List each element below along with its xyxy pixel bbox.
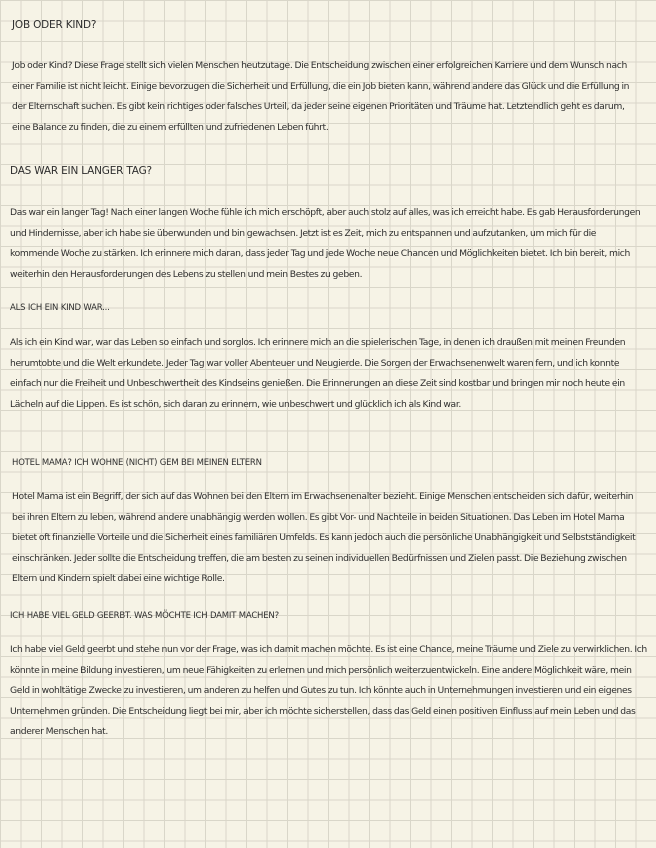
section-body-job-oder-kind: Job oder Kind? Diese Frage stellt sich vielen Menschen heutzutage. Die Entscheidung zwischen einer erfolgreichen Karriere und dem Wunsch nach einer Familie ist nicht leicht. Einige bevorzugen die Sicherheit und Erfüllung, die ein Job bieten kann, während andere das Glück und die Erfüllung in der Elternschaft suchen. Es gibt kein richtiges oder falsches Urteil, da jeder seine eigenen Prioritäten und Träume hat. Letztendlich geht es darum, eine Balance zu finden, die zu einem erfüllten und zufriedenen Leben führt. <box>12 60 630 133</box>
section-body-langer-tag: Das war ein langer Tag! Nach einer langen Woche fühle ich mich erschöpft, aber auch stolz auf alles, was ich erreicht habe. Es gab Herausforderungen und Hindernisse, aber ich habe sie überwunden und bin gewachsen. Jetzt ist es Zeit, mich zu entspannen und aufzutanken, um mich für die kommende Woche zu stärken. Ich erinnere mich daran, dass jeder Tag und jede Woche neue Chancen und Möglichkeiten bietet. Ich bin bereit, mich weiterhin den Herausforderungen des Lebens zu stellen und mein Bestes zu geben. <box>10 207 641 280</box>
section-heading-als-kind: ALS ICH EIN KIND WAR... <box>10 303 110 313</box>
section-body-geld-geerbt: Ich habe viel Geld geerbt und stehe nun vor der Frage, was ich damit machen möchte. Es ist eine Chance, meine Träume und Ziele zu verwirklichen. Ich könnte in meine Bildung investieren, um neue Fähigkeiten zu erlernen und mich persönlich weiterzuentwickeln. Eine andere Möglichkeit wäre, mein Geld in wohltätige Zwecke zu investieren, um anderen zu helfen und Gutes zu tun. Ich könnte auch in Unternehmungen investieren und ein eigenes Unternehmen gründen. Die Entscheidung liegt bei mir, aber ich möchte sicherstellen, dass das Geld einen positiven Einfluss auf mein Leben und das anderer Menschen hat. <box>10 644 647 737</box>
section-heading-hotel-mama: HOTEL MAMA? ICH WOHNE (NICHT) GEM BEI MEINEN ELTERN <box>12 458 262 468</box>
section-body-hotel-mama: Hotel Mama ist ein Begriff, der sich auf das Wohnen bei den Eltern im Erwachsenenalter bezieht. Einige Menschen entscheiden sich dafür, weiterhin bei ihren Eltern zu leben, während andere unabhängig werden wollen. Es gibt Vor- und Nachteile in beiden Situationen. Das Leben im Hotel Mama bietet oft finanzielle Vorteile und die Sicherheit eines familiären Umfelds. Es kann jedoch auch die persönliche Unabhängigkeit und Selbstständigkeit einschränken. Jeder sollte die Entscheidung treffen, die am besten zu seinen individuellen Bedürfnissen und Zielen passt. Die Beziehung zwischen Eltern und Kindern spielt dabei eine wichtige Rolle. <box>12 491 636 584</box>
section-heading-geld-geerbt: ICH HABE VIEL GELD GEERBT. WAS MÖCHTE ICH DAMIT MACHEN? <box>10 611 279 621</box>
section-body-als-kind: Als ich ein Kind war, war das Leben so einfach und sorglos. Ich erinnere mich an die spielerischen Tage, in denen ich draußen mit meinen Freunden herumtobte und die Welt erkundete. Jeder Tag war voller Abenteuer und Neugierde. Die Sorgen der Erwachsenenwelt waren fern, und ich konnte einfach nur die Freiheit und Unbeschwertheit des Kindseins genießen. Die Erinnerungen an diese Zeit sind kostbar und bringen mir noch heute ein Lächeln auf die Lippen. Es ist schön, sich daran zu erinnern, wie unbeschwert und glücklich ich als Kind war. <box>10 337 626 410</box>
section-heading-langer-tag: DAS WAR EIN LANGER TAG? <box>10 165 152 177</box>
section-heading-job-oder-kind: JOB ODER KIND? <box>12 19 97 31</box>
